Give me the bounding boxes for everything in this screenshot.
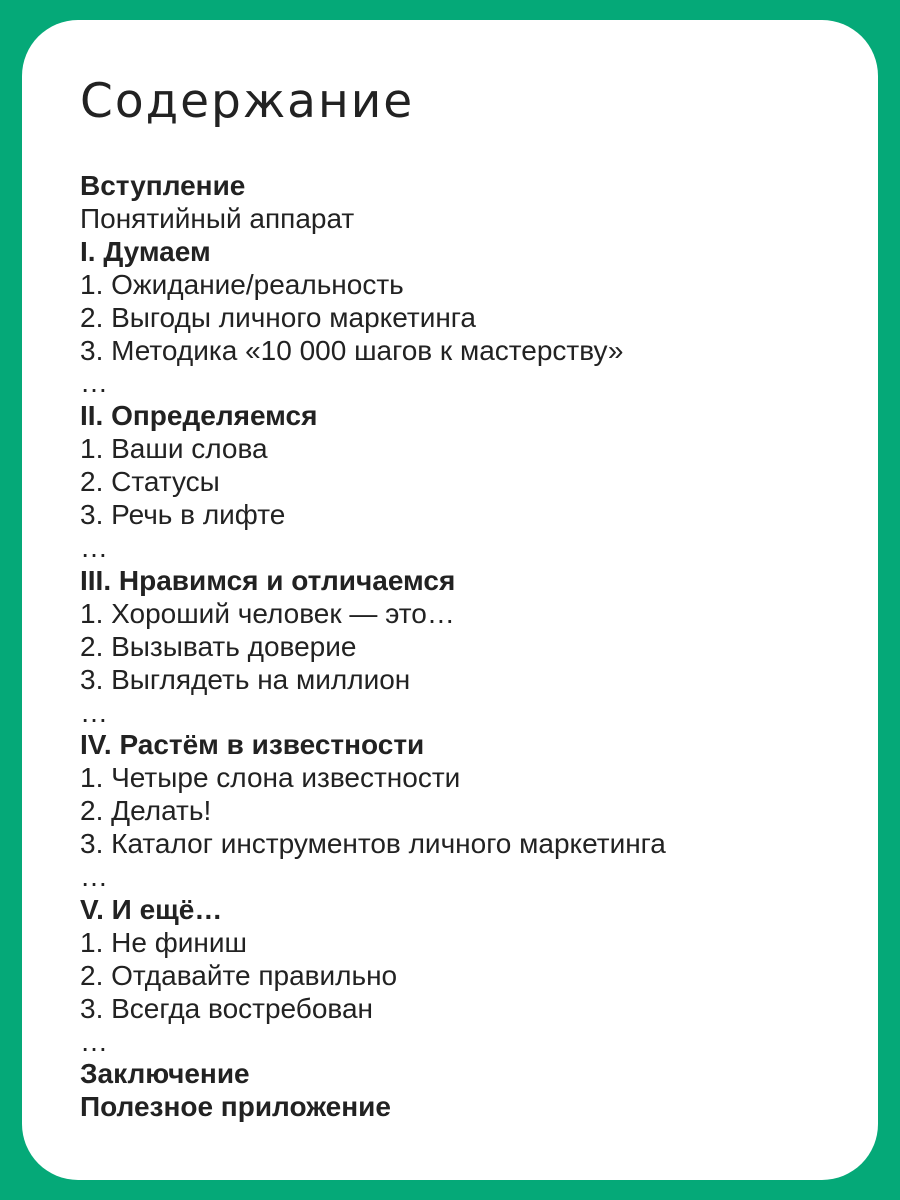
toc-item: Понятийный аппарат xyxy=(80,202,355,234)
toc-section-heading: Полезное приложение xyxy=(80,1091,391,1123)
toc-section-heading: II. Определяемся xyxy=(80,400,318,432)
toc-item: 3. Методика «10 000 шагов к мастерству» xyxy=(80,334,624,366)
toc-item: 1. Четыре слона известности xyxy=(80,762,461,794)
toc-section-heading: Вступление xyxy=(80,170,246,201)
table-of-contents xyxy=(80,170,666,1124)
toc-item: … xyxy=(80,1025,108,1057)
toc-item: 1. Ожидание/реальность xyxy=(80,268,404,300)
toc-item: 3. Каталог инструментов личного маркетинга xyxy=(80,828,666,860)
page-title: Содержание xyxy=(80,74,415,129)
toc-item: … xyxy=(80,696,108,728)
toc-item: 2. Статусы xyxy=(80,466,220,498)
toc-section-heading: III. Нравимся и отличаемся xyxy=(80,564,456,596)
toc-item: 2. Отдавайте правильно xyxy=(80,959,398,991)
toc-item: … xyxy=(80,367,108,399)
toc-item: … xyxy=(80,531,108,563)
toc-item: 1. Ваши слова xyxy=(80,433,268,465)
toc-section-heading: V. И ещё… xyxy=(80,893,223,925)
toc-item: 2. Выгоды личного маркетинга xyxy=(80,301,476,333)
toc-section-heading: IV. Растём в известности xyxy=(80,729,425,761)
toc-item: 2. Делать! xyxy=(80,795,212,827)
toc-item: 3. Речь в лифте xyxy=(80,499,286,531)
toc-item: 2. Вызывать доверие xyxy=(80,630,357,662)
content-card xyxy=(22,20,878,1180)
toc-item: … xyxy=(80,861,108,893)
toc-item: 3. Выглядеть на миллион xyxy=(80,663,411,695)
toc-section-heading: Заключение xyxy=(80,1058,250,1090)
toc-item: 1. Хороший человек — это… xyxy=(80,597,455,629)
toc-section-heading: I. Думаем xyxy=(80,235,211,267)
toc-item: 3. Всегда востребован xyxy=(80,992,374,1024)
toc-item: 1. Не финиш xyxy=(80,926,247,958)
